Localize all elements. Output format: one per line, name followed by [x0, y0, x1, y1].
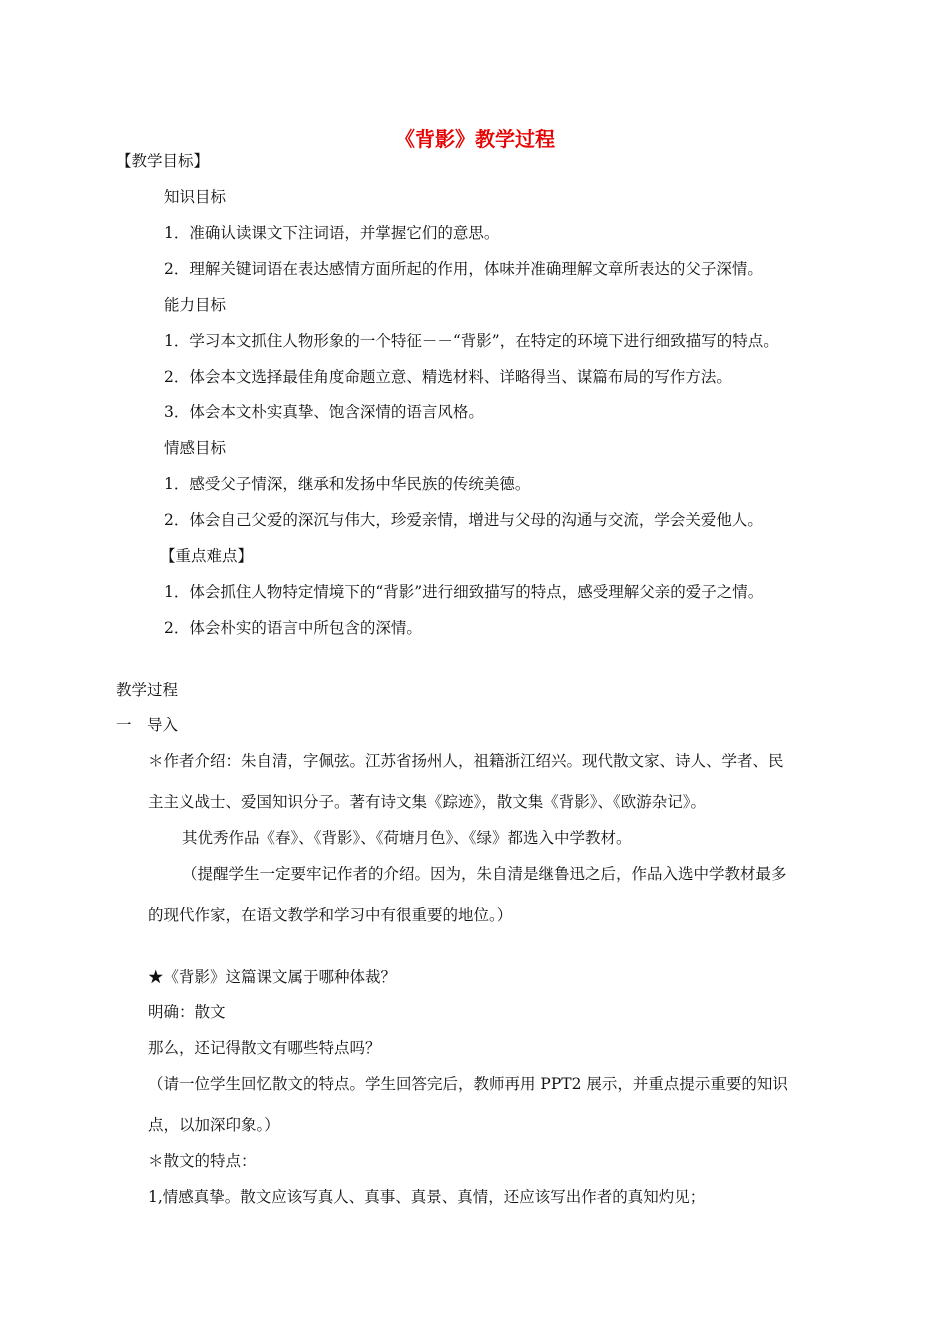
features-heading: ＊散文的特点：	[148, 1152, 257, 1170]
ability-goal-item: 2．体会本文选择最佳角度命题立意、精选材料、详略得当、谋篇布局的写作方法。	[164, 368, 732, 386]
knowledge-goal-item: 1．准确认读课文下注词语，并掌握它们的意思。	[164, 224, 500, 242]
features-question: 那么，还记得散文有哪些特点吗？	[148, 1039, 381, 1057]
emotion-goal-item: 2．体会自己父爱的深沉与伟大，珍爱亲情，增进与父母的沟通与交流，学会关爱他人。	[164, 511, 763, 529]
section-intro-heading: 一 导入	[116, 716, 179, 734]
emotion-goals-heading: 情感目标	[164, 439, 227, 457]
feature-item: 1,情感真挚。散文应该写真人、真事、真景、真情，还应该写出作者的真知灼见；	[148, 1188, 706, 1206]
genre-answer: 明确：散文	[148, 1003, 226, 1021]
author-intro-line: ＊作者介绍：朱自清，字佩弦。江苏省扬州人，祖籍浙江绍兴。现代散文家、诗人、学者、民	[148, 752, 784, 770]
instruction-line: 点，以加深印象。）	[148, 1116, 280, 1134]
key-point-item: 2．体会朴实的语言中所包含的深情。	[164, 619, 422, 637]
author-intro-line: 主主义战士、爱国知识分子。著有诗文集《踪迹》，散文集《背影》、《欧游杂记》。	[148, 793, 707, 811]
knowledge-goals-heading: 知识目标	[164, 188, 227, 206]
reminder-line: （提醒学生一定要牢记作者的介绍。因为，朱自清是继鲁迅之后，作品入选中学教材最多	[182, 865, 787, 883]
key-point-item: 1．体会抓住人物特定情境下的“背影”进行细致描写的特点，感受理解父亲的爱子之情。	[164, 583, 764, 601]
reminder-line: 的现代作家，在语文教学和学习中有很重要的地位。）	[148, 906, 513, 924]
genre-question: ★《背影》这篇课文属于哪种体裁？	[148, 968, 397, 986]
ability-goals-heading: 能力目标	[164, 296, 227, 314]
section-heading-goals: 【教学目标】	[116, 152, 210, 170]
knowledge-goal-item: 2．理解关键词语在表达感情方面所起的作用，体味并准确理解文章所表达的父子深情。	[164, 260, 763, 278]
works-line: 其优秀作品《春》、《背影》、《荷塘月色》、《绿》都选入中学教材。	[182, 829, 632, 847]
instruction-line: （请一位学生回忆散文的特点。学生回答完后，教师再用 PPT2 展示，并重点提示重要的知识	[148, 1075, 788, 1093]
emotion-goal-item: 1．感受父子情深，继承和发扬中华民族的传统美德。	[164, 475, 531, 493]
document-title: 《背影》教学过程	[395, 127, 555, 151]
key-points-heading: 【重点难点】	[160, 547, 254, 565]
process-heading: 教学过程	[116, 681, 179, 699]
ability-goal-item: 3．体会本文朴实真挚、饱含深情的语言风格。	[164, 403, 484, 421]
ability-goal-item: 1．学习本文抓住人物形象的一个特征－－“背影”，在特定的环境下进行细致描写的特点。	[164, 332, 779, 350]
